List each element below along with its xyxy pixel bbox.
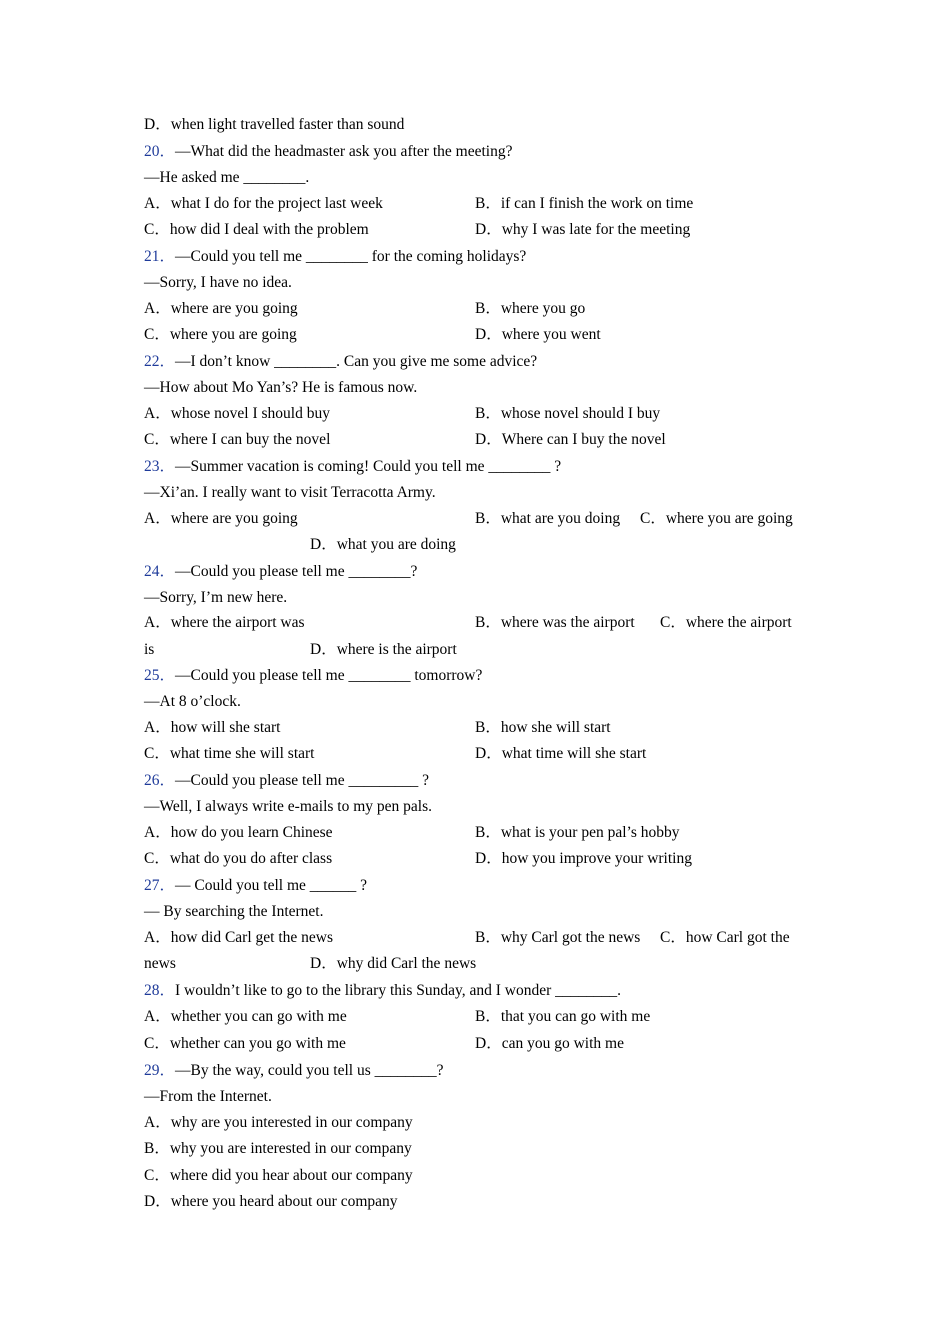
question-27-reply: — By searching the Internet.	[144, 903, 324, 920]
question-number: 25．	[144, 667, 176, 684]
q29-option-c: C．where did you hear about our company	[144, 1167, 413, 1184]
question-number: 22．	[144, 353, 176, 370]
question-28-stem: 28．I wouldn’t like to go to the library this Sunday, and I wonder ________.	[144, 982, 622, 999]
q29-option-a: A．why are you interested in our company	[144, 1114, 413, 1131]
q21-option-c: C．where you are going	[144, 326, 297, 343]
q20-option-d: D．why I was late for the meeting	[475, 221, 691, 238]
q22-option-c: C．where I can buy the novel	[144, 431, 331, 448]
option-d-prev: D．when light travelled faster than sound	[144, 116, 405, 133]
question-21-stem: 21．—Could you tell me ________ for the coming holidays?	[144, 248, 527, 265]
q27-option-a: A．how did Carl get the news	[144, 929, 333, 946]
q20-option-b: B．if can I finish the work on time	[475, 195, 694, 212]
question-25-stem: 25．—Could you please tell me ________ tomorrow?	[144, 667, 483, 684]
q23-option-b: B．what are you doing	[475, 510, 621, 527]
question-20-reply: —He asked me ________.	[144, 169, 310, 186]
question-27-stem: 27．— Could you tell me ______ ?	[144, 877, 368, 894]
question-23-reply: —Xi’an. I really want to visit Terracotta Army.	[144, 484, 436, 501]
question-number: 27．	[144, 877, 176, 894]
q26-option-c: C．what do you do after class	[144, 850, 333, 867]
q24-option-c-wrap: is	[144, 641, 155, 658]
question-22-stem: 22．—I don’t know ________. Can you give me some advice?	[144, 353, 538, 370]
q22-option-b: B．whose novel should I buy	[475, 405, 661, 422]
question-number: 29．	[144, 1062, 176, 1079]
question-24-stem: 24．—Could you please tell me ________?	[144, 563, 418, 580]
q23-option-d: D．what you are doing	[310, 536, 456, 553]
q23-option-c: C．where you are going	[640, 510, 793, 527]
question-24-reply: —Sorry, I’m new here.	[144, 589, 288, 606]
question-25-reply: —At 8 o’clock.	[144, 693, 241, 710]
q28-option-a: A．whether you can go with me	[144, 1008, 347, 1025]
q21-option-a: A．where are you going	[144, 300, 298, 317]
q22-option-d: D．Where can I buy the novel	[475, 431, 666, 448]
question-29-stem: 29．—By the way, could you tell us ________?	[144, 1062, 444, 1079]
q23-option-a: A．where are you going	[144, 510, 298, 527]
q24-option-d: D．where is the airport	[310, 641, 457, 658]
q25-option-a: A．how will she start	[144, 719, 281, 736]
q26-option-a: A．how do you learn Chinese	[144, 824, 333, 841]
question-22-reply: —How about Mo Yan’s? He is famous now.	[144, 379, 418, 396]
question-number: 28．	[144, 982, 176, 999]
question-number: 24．	[144, 563, 176, 580]
q29-option-b: B．why you are interested in our company	[144, 1140, 412, 1157]
q20-option-c: C．how did I deal with the problem	[144, 221, 369, 238]
question-23-stem: 23．—Summer vacation is coming! Could you tell me ________ ?	[144, 458, 562, 475]
q28-option-c: C．whether can you go with me	[144, 1035, 346, 1052]
q21-option-d: D．where you went	[475, 326, 601, 343]
q28-option-b: B．that you can go with me	[475, 1008, 651, 1025]
question-26-reply: —Well, I always write e-mails to my pen pals.	[144, 798, 433, 815]
q27-option-d: D．why did Carl the news	[310, 955, 477, 972]
q21-option-b: B．where you go	[475, 300, 586, 317]
q20-option-a: A．what I do for the project last week	[144, 195, 383, 212]
question-20-stem: 20．—What did the headmaster ask you after the meeting?	[144, 143, 513, 160]
q25-option-d: D．what time will she start	[475, 745, 647, 762]
q25-option-b: B．how she will start	[475, 719, 611, 736]
question-number: 23．	[144, 458, 176, 475]
q24-option-b: B．where was the airport	[475, 614, 635, 631]
q27-option-c: C．how Carl got the	[660, 929, 790, 946]
q24-option-c: C．where the airport	[660, 614, 792, 631]
q22-option-a: A．whose novel I should buy	[144, 405, 330, 422]
q29-option-d: D．where you heard about our company	[144, 1193, 398, 1210]
q28-option-d: D．can you go with me	[475, 1035, 624, 1052]
q25-option-c: C．what time she will start	[144, 745, 315, 762]
question-26-stem: 26．—Could you please tell me _________ ?	[144, 772, 430, 789]
question-number: 21．	[144, 248, 176, 265]
question-29-reply: —From the Internet.	[144, 1088, 272, 1105]
q26-option-d: D．how you improve your writing	[475, 850, 692, 867]
question-21-reply: —Sorry, I have no idea.	[144, 274, 292, 291]
question-number: 20．	[144, 143, 176, 160]
question-number: 26．	[144, 772, 176, 789]
q26-option-b: B．what is your pen pal’s hobby	[475, 824, 680, 841]
q24-option-a: A．where the airport was	[144, 614, 305, 631]
q27-option-c-wrap: news	[144, 955, 176, 972]
q27-option-b: B．why Carl got the news	[475, 929, 641, 946]
